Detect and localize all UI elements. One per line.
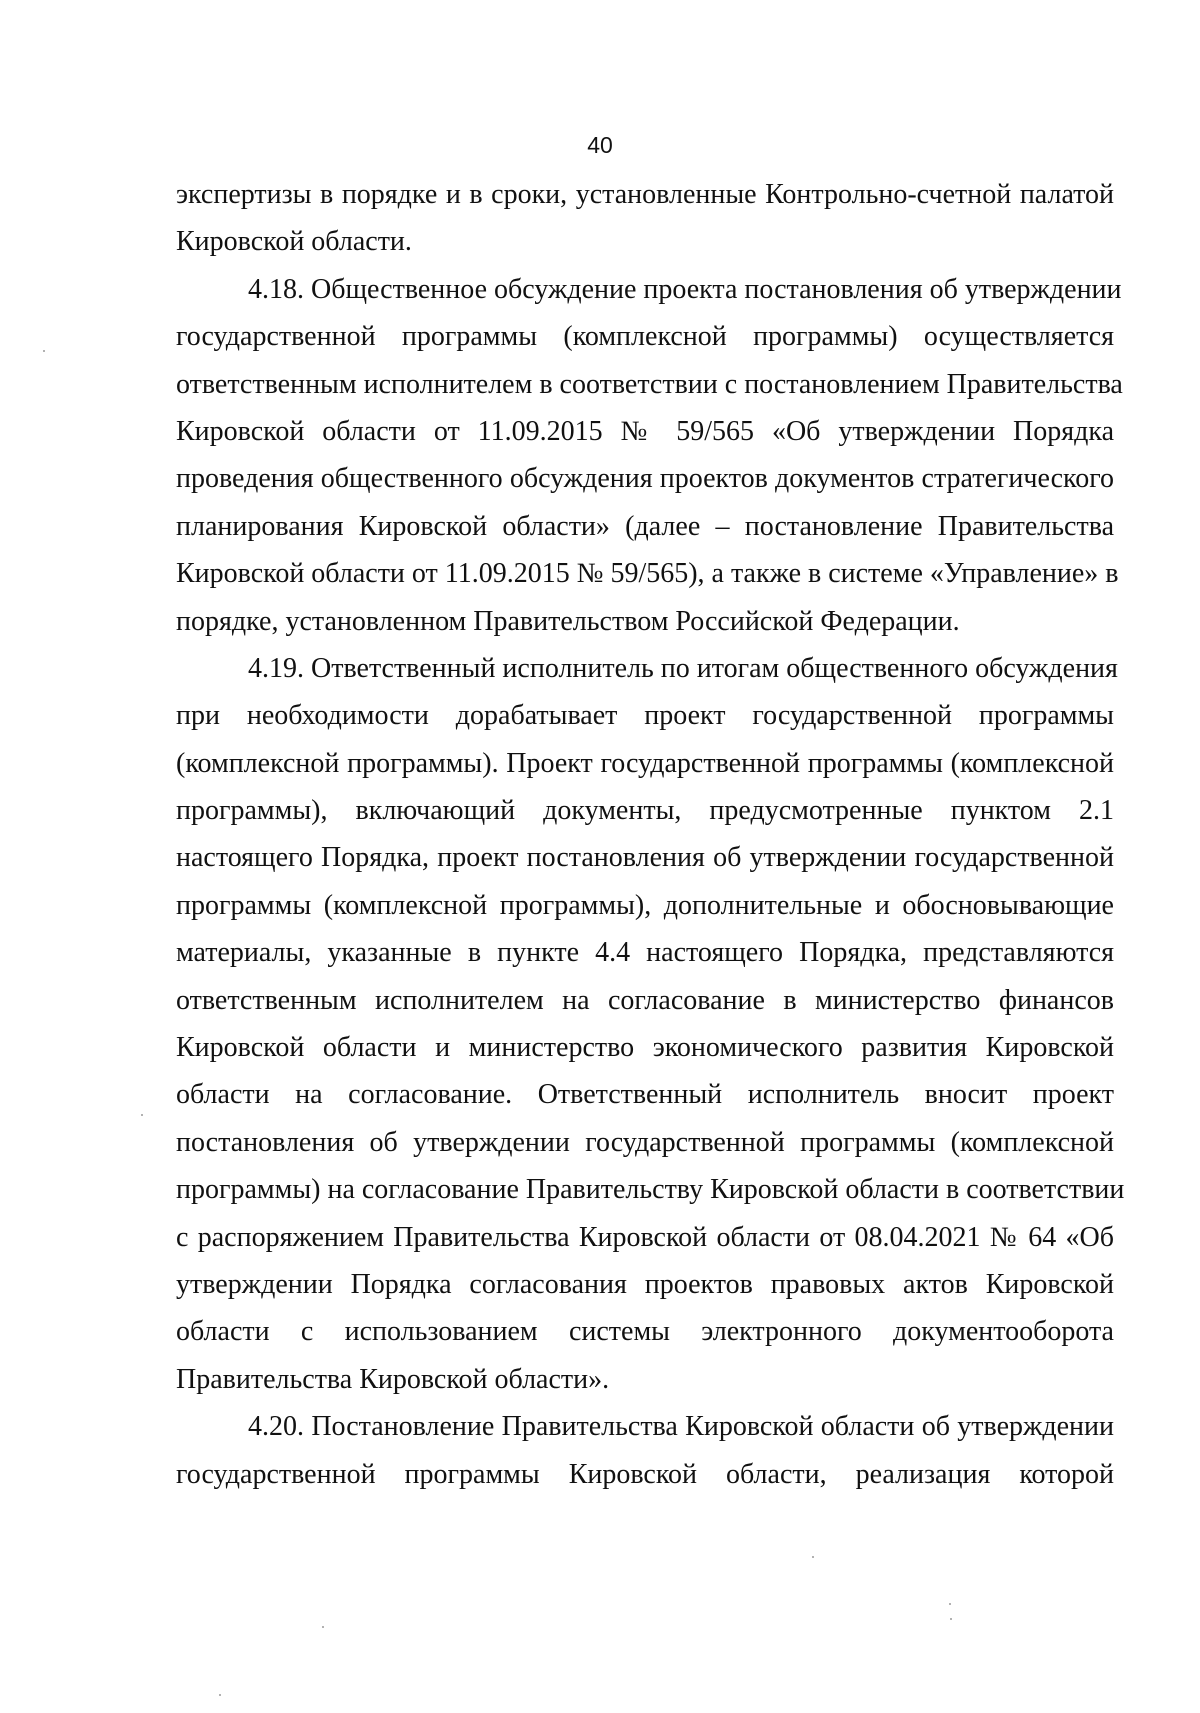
text-line: при необходимости дорабатывает проект государственной программы: [176, 700, 1114, 732]
scan-speck: [950, 1618, 952, 1620]
text-line: Кировской области и министерство экономического развития Кировской: [176, 1032, 1114, 1064]
document-body: [176, 171, 1125, 1498]
text-line: (комплексной программы). Проект государственной программы (комплексной: [176, 747, 1114, 779]
text-line: настоящего Порядка, проект постановления об утверждении государственной: [176, 842, 1114, 874]
text-line: порядке, установленном Правительством Российской Федерации.: [176, 605, 960, 637]
text-line: ответственным исполнителем на согласование в министерство финансов: [176, 984, 1114, 1016]
text-line: Кировской области от 11.09.2015 № 59/565 «Об утверждении Порядка: [176, 415, 1114, 447]
text-line: планирования Кировской области» (далее – постановление Правительства: [176, 510, 1114, 542]
text-line: проведения общественного обсуждения проектов документов стратегического: [176, 463, 1114, 495]
text-line: утверждении Порядка согласования проектов правовых актов Кировской: [176, 1268, 1114, 1300]
scan-speck: [322, 1626, 324, 1628]
paragraph-continuation: [176, 171, 1114, 266]
text-line: программы (комплексной программы), дополнительные и обосновывающие: [176, 889, 1114, 921]
text-line: 4.19. Ответственный исполнитель по итогам общественного обсуждения: [248, 652, 1118, 684]
text-line: области с использованием системы электронного документооборота: [176, 1316, 1114, 1348]
scan-speck: [43, 350, 45, 352]
text-line: государственной программы Кировской области, реализация которой: [176, 1458, 1114, 1490]
paragraph-4-20: [176, 1403, 1114, 1498]
text-line: Кировской области.: [176, 226, 412, 258]
scan-speck: [812, 1556, 814, 1558]
text-line: экспертизы в порядке и в сроки, установленные Контрольно-счетной палатой: [176, 179, 1114, 210]
text-line: материалы, указанные в пункте 4.4 настоящего Порядка, представляются: [176, 937, 1114, 969]
text-line: ответственным исполнителем в соответствии с постановлением Правительства: [176, 368, 1123, 400]
text-line: программы), включающий документы, предусмотренные пунктом 2.1: [176, 795, 1114, 827]
text-line: Правительства Кировской области».: [176, 1363, 610, 1395]
text-line: 4.18. Общественное обсуждение проекта постановления об утверждении: [248, 273, 1122, 305]
text-line: Кировской области от 11.09.2015 № 59/565), а также в системе «Управление» в: [176, 558, 1119, 590]
text-line: государственной программы (комплексной программы) осуществляется: [176, 321, 1114, 353]
scan-speck: [949, 1603, 951, 1605]
text-line: постановления об утверждении государственной программы (комплексной: [176, 1126, 1114, 1158]
scan-speck: [219, 1694, 221, 1696]
text-line: с распоряжением Правительства Кировской области от 08.04.2021 № 64 «Об: [176, 1221, 1114, 1253]
text-line: программы) на согласование Правительству Кировской области в соответствии: [176, 1174, 1125, 1206]
page-number: 40: [587, 132, 613, 158]
text-line: области на согласование. Ответственный исполнитель вносит проект: [176, 1079, 1114, 1111]
scan-speck: [141, 1114, 143, 1116]
text-line: 4.20. Постановление Правительства Кировской области об утверждении: [248, 1411, 1114, 1443]
paragraph-4-19: [176, 645, 1125, 1403]
paragraph-4-18: [176, 266, 1123, 645]
